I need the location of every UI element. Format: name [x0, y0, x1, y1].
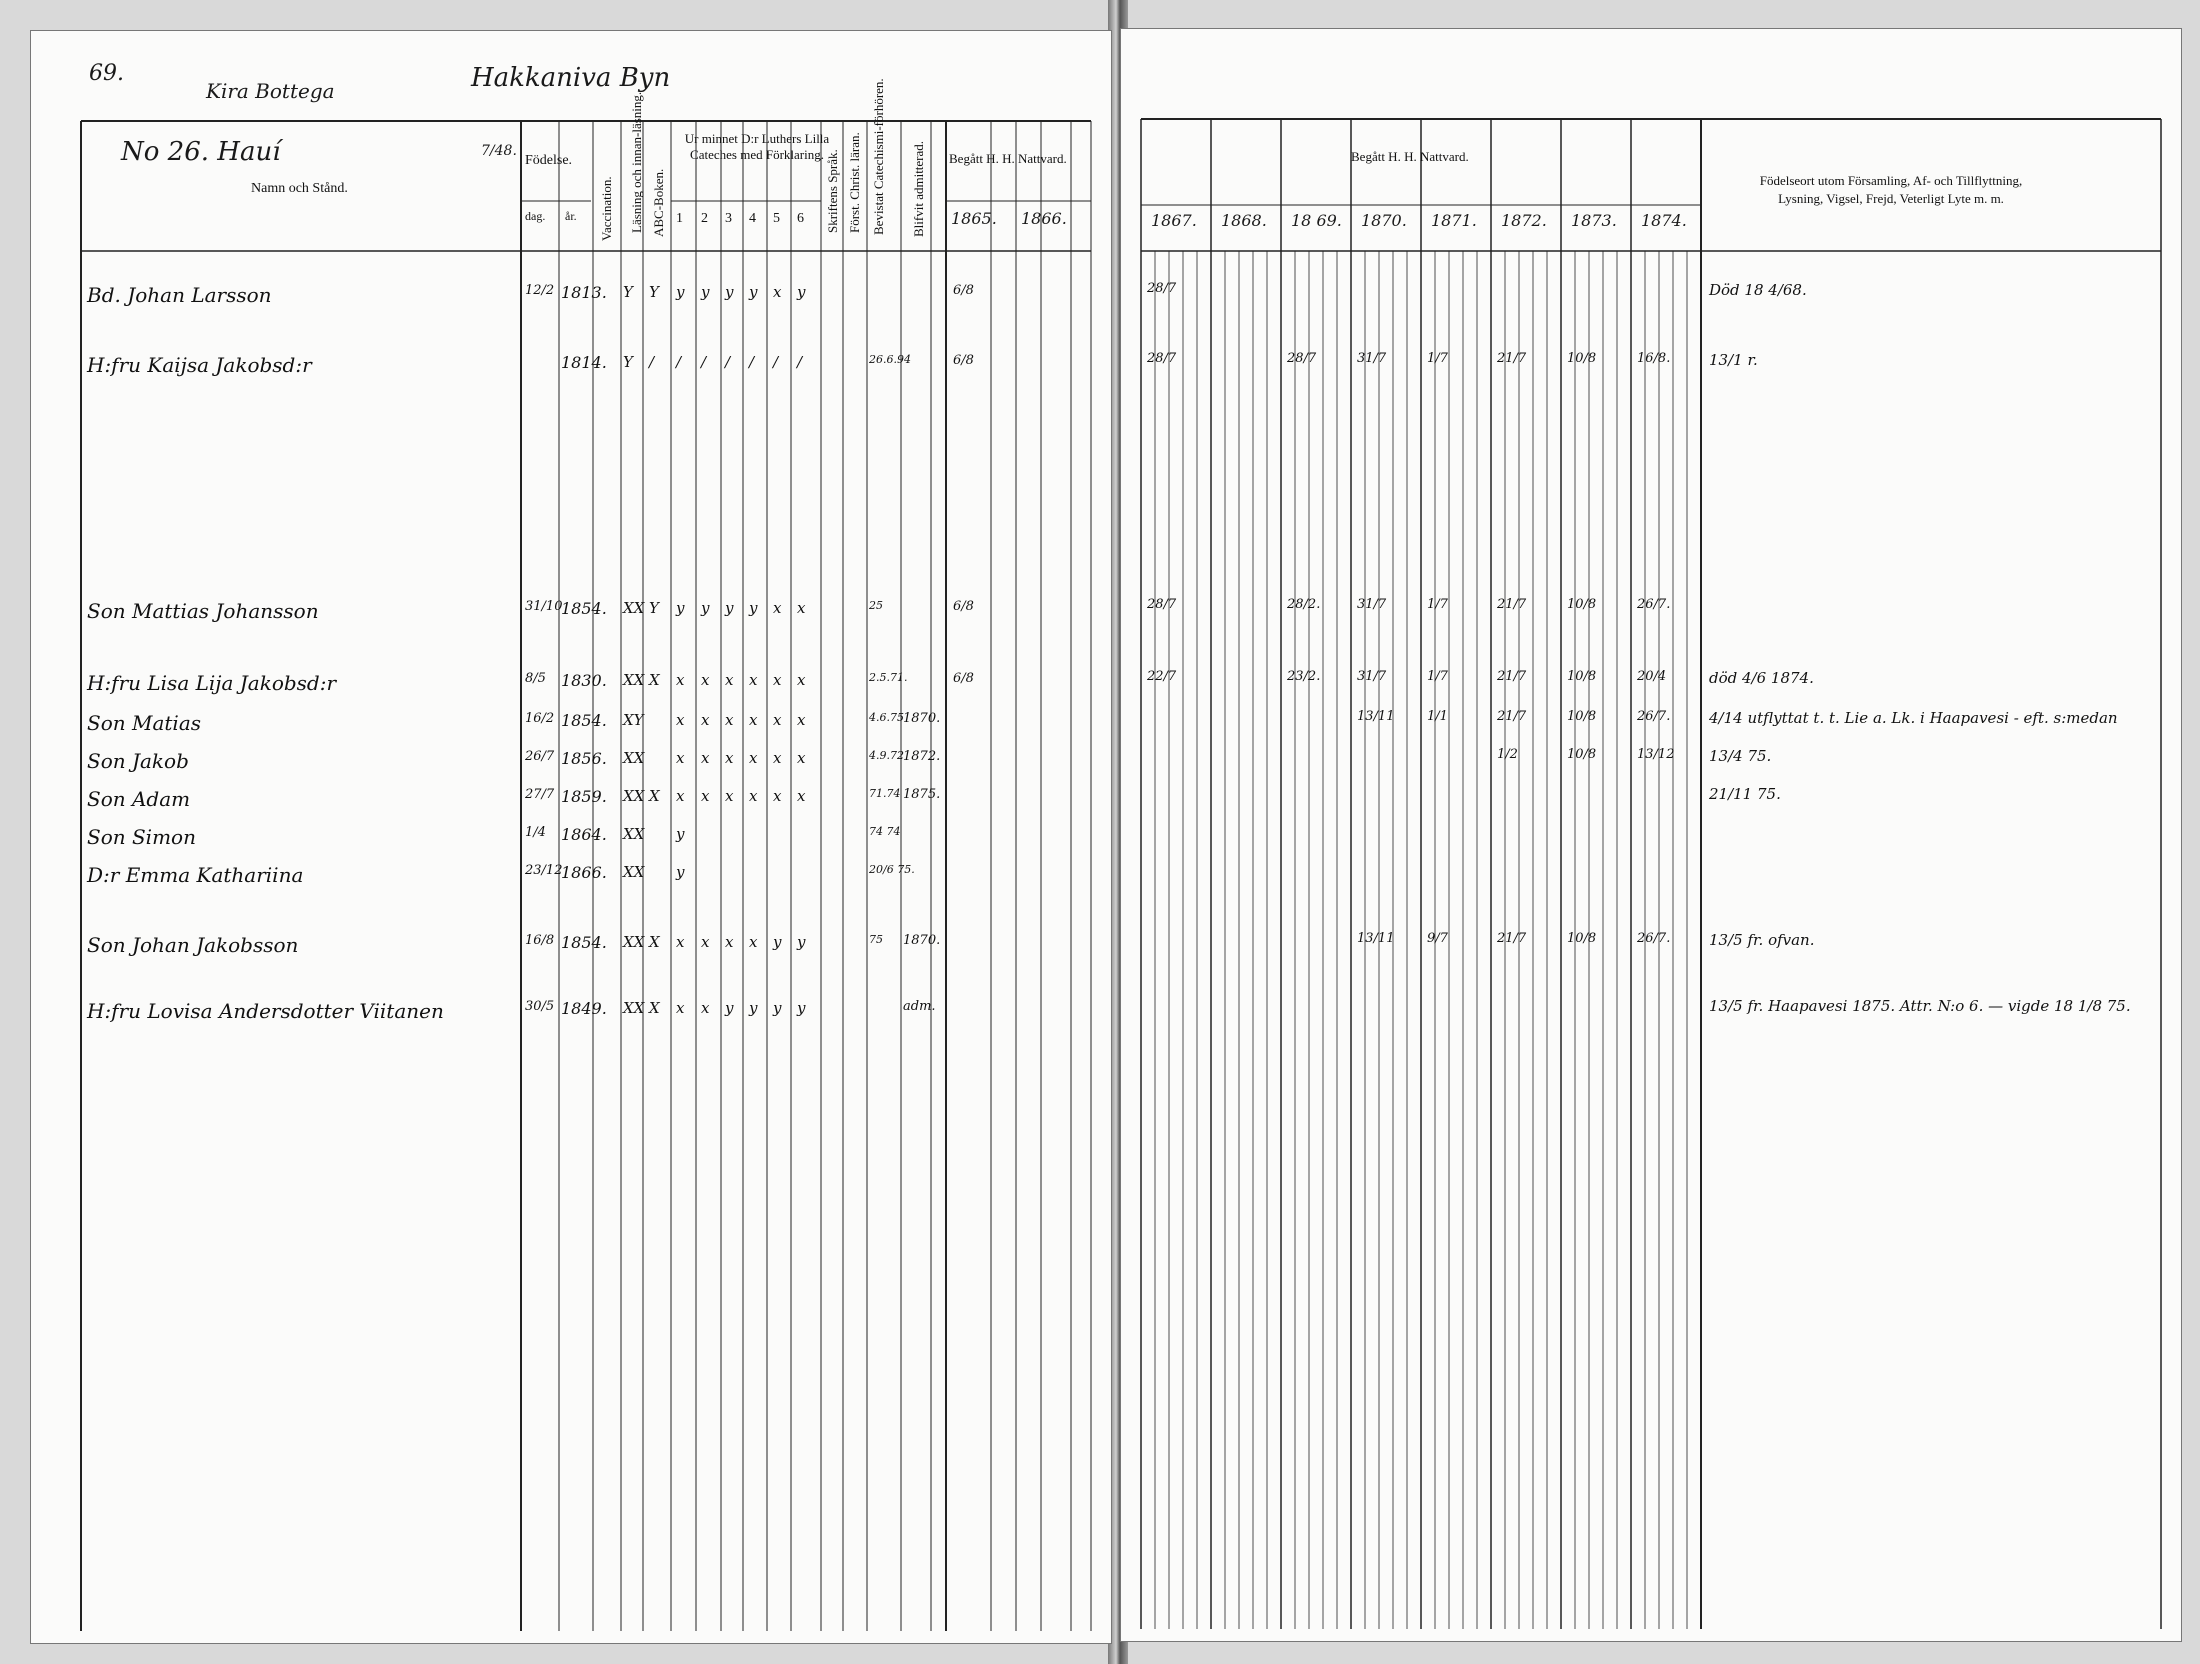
- catechism-mark: x: [773, 787, 782, 805]
- birth-year: 1849.: [561, 999, 607, 1018]
- catechism-mark: x: [676, 933, 685, 951]
- communion-1874.: 20/4: [1637, 669, 1667, 684]
- catechism-mark: y: [797, 999, 806, 1017]
- catechism-exam-date: 71.74: [869, 787, 901, 800]
- birth-year: 1854.: [561, 711, 607, 730]
- birth-day: 23/12: [525, 863, 563, 878]
- year-header-4: 1871.: [1431, 211, 1477, 230]
- catechism-mark: y: [725, 599, 734, 617]
- catechism-mark: x: [701, 787, 710, 805]
- remark: 13/5 fr. ofvan.: [1709, 931, 1815, 949]
- communion-18 69.: 23/2.: [1287, 669, 1321, 684]
- catechism-exam-date: 4.6.75: [869, 711, 904, 724]
- catechism-mark: y: [701, 599, 710, 617]
- communion-1871.: 1/7: [1427, 669, 1448, 684]
- communion-1872.: 21/7: [1497, 351, 1527, 366]
- column-forst-header: Först. Christ. läran.: [847, 132, 862, 233]
- catechism-mark: y: [797, 933, 806, 951]
- catechism-mark: x: [701, 749, 710, 767]
- column-day-header: dag.: [525, 209, 546, 223]
- column-abc-header: ABC-Boken.: [651, 168, 666, 237]
- catechism-col-4: 4: [749, 211, 756, 226]
- birth-year: 1854.: [561, 599, 607, 618]
- birth-day: 26/7: [525, 749, 555, 764]
- village-name: Kira Bottega: [206, 79, 335, 103]
- catechism-col-6: 6: [797, 211, 804, 226]
- catechism-mark: x: [749, 671, 758, 689]
- left-page: [30, 30, 1112, 1644]
- year-header-0: 1867.: [1151, 211, 1197, 230]
- catechism-mark: x: [725, 933, 734, 951]
- catechism-mark: y: [676, 825, 685, 843]
- communion-1865: 6/8: [953, 671, 974, 686]
- column-begatt-header-left: Begått H. H. Nattvard.: [949, 151, 1067, 166]
- birth-year: 1856.: [561, 749, 607, 768]
- catechism-mark: y: [773, 933, 782, 951]
- communion-1873.: 10/8: [1567, 351, 1597, 366]
- column-catechism-header: Ur minnet D:r Luthers Lilla Cateches med Förklaring.: [684, 131, 830, 162]
- catechism-mark: x: [797, 787, 806, 805]
- column-birth-header: Födelse.: [525, 153, 573, 168]
- communion-1871.: 1/7: [1427, 351, 1448, 366]
- birth-day: 8/5: [525, 671, 546, 686]
- house-fraction: 7/48.: [481, 143, 517, 159]
- catechism-mark: x: [725, 749, 734, 767]
- remark: 13/1 r.: [1709, 351, 1758, 369]
- catechism-mark: x: [773, 599, 782, 617]
- communion-1872.: 21/7: [1497, 669, 1527, 684]
- person-name: H:fru Lisa Lija Jakobsd:r: [87, 671, 337, 695]
- birth-day: 16/2: [525, 711, 555, 726]
- catechism-mark: y: [749, 283, 758, 301]
- catechism-mark: x: [701, 999, 710, 1017]
- catechism-mark: y: [749, 599, 758, 617]
- communion-1873.: 10/8: [1567, 931, 1597, 946]
- catechism-mark: /: [701, 353, 707, 371]
- communion-1871.: 9/7: [1427, 931, 1448, 946]
- catechism-mark: x: [701, 671, 710, 689]
- catechism-mark: x: [797, 711, 806, 729]
- year-1866: 1866.: [1021, 209, 1067, 228]
- admission-year: 1870.: [903, 933, 941, 948]
- catechism-exam-date: 74 74: [869, 825, 901, 838]
- communion-1873.: 10/8: [1567, 747, 1597, 762]
- catechism-exam-date: 4.9.72: [869, 749, 904, 762]
- reading-mark: Y: [649, 599, 659, 617]
- catechism-mark: y: [725, 999, 734, 1017]
- page-number: 69.: [89, 61, 124, 86]
- birth-year: 1814.: [561, 353, 607, 372]
- vaccination-mark: Y: [623, 353, 633, 371]
- catechism-exam-date: 2.5.71.: [869, 671, 908, 684]
- communion-1874.: 13/12: [1637, 747, 1675, 762]
- column-bevistat-header: Bevistat Catechismi-förhören.: [871, 78, 886, 235]
- reading-mark: Y: [649, 283, 659, 301]
- catechism-mark: y: [701, 283, 710, 301]
- person-name: Son Adam: [87, 787, 191, 811]
- right-grid-lines: [1121, 29, 2181, 1641]
- reading-mark: X: [649, 787, 660, 805]
- catechism-mark: /: [773, 353, 779, 371]
- catechism-mark: x: [676, 711, 685, 729]
- communion-1873.: 10/8: [1567, 597, 1597, 612]
- reading-mark: X: [649, 999, 660, 1017]
- vaccination-mark: XX: [623, 671, 645, 689]
- catechism-col-1: 1: [676, 211, 683, 226]
- birth-year: 1859.: [561, 787, 607, 806]
- birth-year: 1813.: [561, 283, 607, 302]
- column-remarks-header: Födelseort utom Församling, Af- och Tillflyttning, Lysning, Vigsel, Frejd, Veterligt Lyte m. m.: [1759, 173, 2023, 206]
- catechism-mark: x: [773, 711, 782, 729]
- catechism-mark: x: [749, 933, 758, 951]
- birth-day: 30/5: [525, 999, 555, 1014]
- birth-year: 1830.: [561, 671, 607, 690]
- catechism-mark: y: [725, 283, 734, 301]
- communion-18 69.: 28/7: [1287, 351, 1317, 366]
- reading-mark: /: [649, 353, 655, 371]
- admission-year: adm.: [903, 999, 936, 1014]
- catechism-mark: x: [725, 671, 734, 689]
- communion-1865: 6/8: [953, 283, 974, 298]
- catechism-mark: x: [676, 999, 685, 1017]
- communion-1874.: 26/7.: [1637, 597, 1671, 612]
- catechism-exam-date: 26.6.94: [869, 353, 911, 366]
- catechism-mark: x: [773, 671, 782, 689]
- catechism-mark: y: [676, 863, 685, 881]
- house-title: No 26. Hauí: [121, 137, 281, 167]
- communion-1867.: 22/7: [1147, 669, 1177, 684]
- catechism-mark: /: [749, 353, 755, 371]
- column-name-header: Namn och Stånd.: [251, 181, 348, 196]
- column-vaccination-header: Vaccination.: [599, 176, 614, 241]
- catechism-col-3: 3: [725, 211, 732, 226]
- vaccination-mark: Y: [623, 283, 633, 301]
- vaccination-mark: XX: [623, 933, 645, 951]
- column-begatt-header-right: Begått H. H. Nattvard.: [1351, 149, 1469, 164]
- catechism-mark: /: [797, 353, 803, 371]
- catechism-mark: x: [676, 787, 685, 805]
- communion-1865: 6/8: [953, 353, 974, 368]
- catechism-col-5: 5: [773, 211, 780, 226]
- person-name: H:fru Kaijsa Jakobsd:r: [87, 353, 312, 377]
- remark: 21/11 75.: [1709, 785, 1781, 803]
- birth-year: 1854.: [561, 933, 607, 952]
- column-reading-header: Läsning och innan-läsning.: [629, 91, 644, 233]
- communion-1874.: 26/7.: [1637, 931, 1671, 946]
- person-name: Bd. Johan Larsson: [87, 283, 272, 307]
- year-header-7: 1874.: [1641, 211, 1687, 230]
- vaccination-mark: XX: [623, 999, 645, 1017]
- communion-1865: 6/8: [953, 599, 974, 614]
- communion-1867.: 28/7: [1147, 351, 1177, 366]
- birth-year: 1866.: [561, 863, 607, 882]
- catechism-mark: y: [749, 999, 758, 1017]
- person-name: Son Simon: [87, 825, 196, 849]
- catechism-mark: x: [749, 787, 758, 805]
- catechism-mark: x: [676, 671, 685, 689]
- communion-1870.: 31/7: [1357, 669, 1387, 684]
- reading-mark: X: [649, 933, 660, 951]
- communion-18 69.: 28/2.: [1287, 597, 1321, 612]
- communion-1867.: 28/7: [1147, 597, 1177, 612]
- communion-1874.: 16/8.: [1637, 351, 1671, 366]
- right-page: [1120, 28, 2182, 1642]
- column-skriftens-header: Skriftens Språk.: [825, 149, 840, 233]
- communion-1871.: 1/1: [1427, 709, 1448, 724]
- admission-year: 1870.: [903, 711, 941, 726]
- admission-year: 1872.: [903, 749, 941, 764]
- communion-1870.: 31/7: [1357, 597, 1387, 612]
- communion-1873.: 10/8: [1567, 709, 1597, 724]
- person-name: Son Mattias Johansson: [87, 599, 319, 623]
- catechism-mark: /: [725, 353, 731, 371]
- catechism-mark: x: [749, 749, 758, 767]
- catechism-mark: /: [676, 353, 682, 371]
- remark: död 4/6 1874.: [1709, 669, 1814, 687]
- remark: 13/5 fr. Haapavesi 1875. Attr. N:o 6. — vigde 18 1/8 75.: [1709, 997, 2131, 1015]
- birth-day: 12/2: [525, 283, 555, 298]
- birth-day: 27/7: [525, 787, 555, 802]
- person-name: Son Johan Jakobsson: [87, 933, 299, 957]
- catechism-mark: y: [676, 283, 685, 301]
- vaccination-mark: XX: [623, 787, 645, 805]
- communion-1870.: 13/11: [1357, 709, 1395, 724]
- vaccination-mark: XX: [623, 825, 645, 843]
- birth-day: 1/4: [525, 825, 546, 840]
- communion-1870.: 13/11: [1357, 931, 1395, 946]
- catechism-col-2: 2: [701, 211, 708, 226]
- communion-1872.: 21/7: [1497, 709, 1527, 724]
- catechism-mark: x: [797, 671, 806, 689]
- person-name: Son Matias: [87, 711, 202, 735]
- remark: 4/14 utflyttat t. t. Lie a. Lk. i Haapavesi - eft. s:medan: [1709, 709, 2118, 727]
- person-name: D:r Emma Kathariina: [87, 863, 304, 887]
- reading-mark: X: [649, 671, 660, 689]
- remark: Död 18 4/68.: [1709, 281, 1807, 299]
- year-header-5: 1872.: [1501, 211, 1547, 230]
- year-header-1: 1868.: [1221, 211, 1267, 230]
- district-name: Hakkaniva Byn: [471, 63, 671, 93]
- year-1865: 1865.: [951, 209, 997, 228]
- catechism-mark: x: [725, 787, 734, 805]
- remark: 13/4 75.: [1709, 747, 1772, 765]
- catechism-exam-date: 75: [869, 933, 883, 946]
- catechism-mark: x: [797, 749, 806, 767]
- catechism-exam-date: 20/6 75.: [869, 863, 915, 876]
- vaccination-mark: XX: [623, 599, 645, 617]
- vaccination-mark: XX: [623, 749, 645, 767]
- catechism-mark: x: [797, 599, 806, 617]
- column-blifvit-header: Blifvit admitterad.: [911, 140, 926, 237]
- communion-1872.: 21/7: [1497, 931, 1527, 946]
- communion-1874.: 26/7.: [1637, 709, 1671, 724]
- vaccination-mark: XX: [623, 863, 645, 881]
- catechism-mark: x: [701, 933, 710, 951]
- communion-1873.: 10/8: [1567, 669, 1597, 684]
- catechism-mark: x: [725, 711, 734, 729]
- communion-1870.: 31/7: [1357, 351, 1387, 366]
- vaccination-mark: XY: [623, 711, 644, 729]
- person-name: Son Jakob: [87, 749, 189, 773]
- catechism-mark: x: [773, 283, 782, 301]
- catechism-mark: x: [773, 749, 782, 767]
- catechism-mark: y: [773, 999, 782, 1017]
- catechism-mark: y: [676, 599, 685, 617]
- year-header-2: 18 69.: [1291, 211, 1342, 230]
- communion-1871.: 1/7: [1427, 597, 1448, 612]
- catechism-mark: y: [797, 283, 806, 301]
- catechism-mark: x: [749, 711, 758, 729]
- communion-1872.: 21/7: [1497, 597, 1527, 612]
- communion-1872.: 1/2: [1497, 747, 1518, 762]
- birth-day: 31/10: [525, 599, 563, 614]
- catechism-exam-date: 25: [869, 599, 883, 612]
- year-header-6: 1873.: [1571, 211, 1617, 230]
- birth-day: 16/8: [525, 933, 555, 948]
- birth-year: 1864.: [561, 825, 607, 844]
- catechism-mark: x: [701, 711, 710, 729]
- year-header-3: 1870.: [1361, 211, 1407, 230]
- column-year-header: år.: [565, 209, 577, 223]
- admission-year: 1875.: [903, 787, 941, 802]
- catechism-mark: x: [676, 749, 685, 767]
- person-name: H:fru Lovisa Andersdotter Viitanen: [87, 999, 444, 1023]
- communion-1867.: 28/7: [1147, 281, 1177, 296]
